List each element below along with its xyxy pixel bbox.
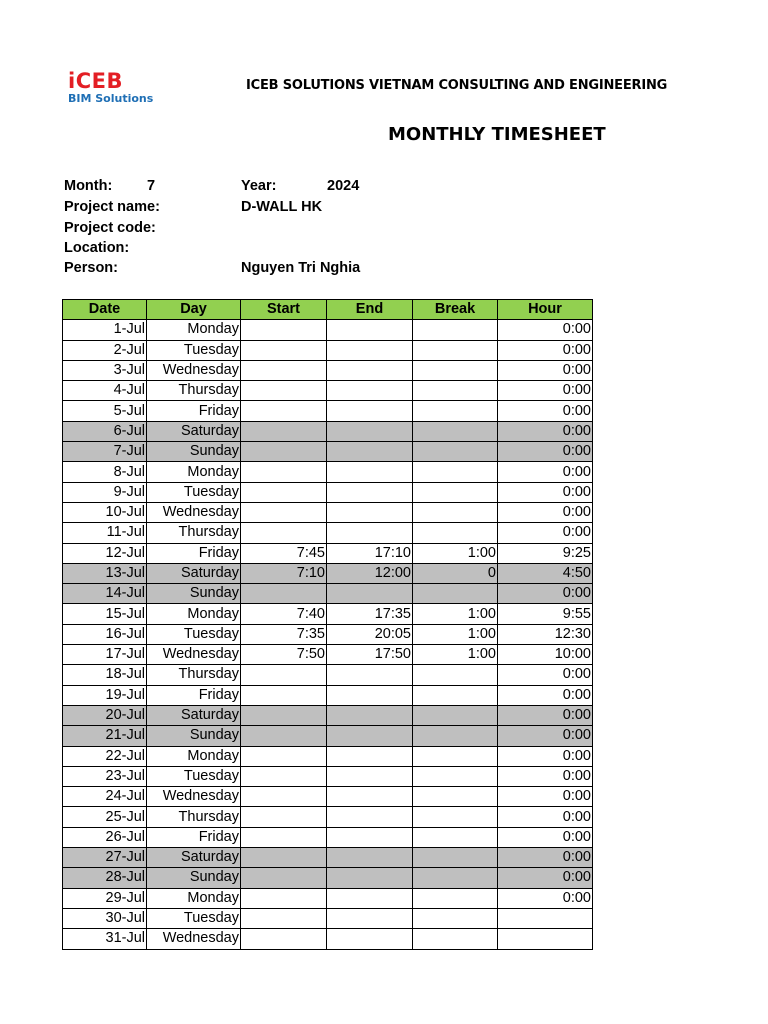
day-cell[interactable]: Tuesday	[147, 482, 241, 502]
start-cell[interactable]	[241, 746, 327, 766]
start-cell[interactable]: 7:10	[241, 563, 327, 583]
end-cell[interactable]	[327, 766, 413, 786]
table-row	[63, 685, 593, 705]
start-cell[interactable]	[241, 766, 327, 786]
hour-cell[interactable]: 0:00	[498, 827, 593, 847]
hour-cell[interactable]: 10:00	[498, 645, 593, 665]
date-cell[interactable]: 17-Jul	[63, 645, 147, 665]
break-cell[interactable]	[413, 746, 498, 766]
date-cell[interactable]: 7-Jul	[63, 442, 147, 462]
hour-cell[interactable]: 0:00	[498, 462, 593, 482]
day-cell[interactable]: Monday	[147, 462, 241, 482]
header-start: Start	[241, 300, 327, 320]
hour-cell[interactable]: 0:00	[498, 340, 593, 360]
day-cell[interactable]: Friday	[147, 685, 241, 705]
header-date: Date	[63, 300, 147, 320]
start-cell[interactable]	[241, 523, 327, 543]
table-row	[63, 563, 593, 583]
day-cell[interactable]: Wednesday	[147, 360, 241, 380]
start-cell[interactable]	[241, 705, 327, 725]
day-cell[interactable]: Wednesday	[147, 502, 241, 522]
start-cell[interactable]	[241, 381, 327, 401]
break-cell[interactable]: 1:00	[413, 543, 498, 563]
header-break: Break	[413, 300, 498, 320]
break-cell[interactable]	[413, 340, 498, 360]
hour-cell[interactable]: 0:00	[498, 421, 593, 441]
date-cell[interactable]: 16-Jul	[63, 624, 147, 644]
end-cell[interactable]	[327, 848, 413, 868]
day-cell[interactable]: Tuesday	[147, 908, 241, 928]
end-cell[interactable]	[327, 888, 413, 908]
date-cell[interactable]: 14-Jul	[63, 584, 147, 604]
hour-cell[interactable]: 0:00	[498, 685, 593, 705]
end-cell[interactable]	[327, 360, 413, 380]
table-row	[63, 340, 593, 360]
start-cell[interactable]: 7:40	[241, 604, 327, 624]
table-row	[63, 766, 593, 786]
date-cell[interactable]: 15-Jul	[63, 604, 147, 624]
start-cell[interactable]	[241, 726, 327, 746]
end-cell[interactable]	[327, 705, 413, 725]
date-cell[interactable]: 12-Jul	[63, 543, 147, 563]
hour-cell[interactable]: 4:50	[498, 563, 593, 583]
year-value: 2024	[327, 178, 360, 194]
end-cell[interactable]	[327, 421, 413, 441]
break-cell[interactable]	[413, 665, 498, 685]
end-cell[interactable]	[327, 381, 413, 401]
date-cell[interactable]: 3-Jul	[63, 360, 147, 380]
end-cell[interactable]: 17:35	[327, 604, 413, 624]
hour-cell[interactable]: 9:55	[498, 604, 593, 624]
day-cell[interactable]: Thursday	[147, 381, 241, 401]
table-row	[63, 726, 593, 746]
end-cell[interactable]	[327, 320, 413, 340]
company-logo	[68, 70, 153, 105]
break-cell[interactable]	[413, 848, 498, 868]
table-row	[63, 868, 593, 888]
date-cell[interactable]: 18-Jul	[63, 665, 147, 685]
table-row	[63, 401, 593, 421]
end-cell[interactable]	[327, 908, 413, 928]
end-cell[interactable]: 20:05	[327, 624, 413, 644]
table-row	[63, 827, 593, 847]
day-cell[interactable]: Tuesday	[147, 340, 241, 360]
date-cell[interactable]: 2-Jul	[63, 340, 147, 360]
hour-cell[interactable]: 0:00	[498, 726, 593, 746]
hour-cell[interactable]: 0:00	[498, 320, 593, 340]
start-cell[interactable]	[241, 908, 327, 928]
start-cell[interactable]	[241, 442, 327, 462]
day-cell[interactable]: Saturday	[147, 705, 241, 725]
end-cell[interactable]	[327, 685, 413, 705]
end-cell[interactable]	[327, 482, 413, 502]
date-cell[interactable]: 10-Jul	[63, 502, 147, 522]
hour-cell[interactable]: 0:00	[498, 868, 593, 888]
end-cell[interactable]	[327, 584, 413, 604]
date-cell[interactable]: 19-Jul	[63, 685, 147, 705]
hour-cell[interactable]: 0:00	[498, 523, 593, 543]
person-label: Person:	[64, 260, 118, 276]
start-cell[interactable]	[241, 340, 327, 360]
day-cell[interactable]: Wednesday	[147, 787, 241, 807]
start-cell[interactable]	[241, 584, 327, 604]
hour-cell[interactable]: 0:00	[498, 848, 593, 868]
start-cell[interactable]	[241, 868, 327, 888]
break-cell[interactable]	[413, 929, 498, 949]
break-cell[interactable]	[413, 726, 498, 746]
table-row	[63, 645, 593, 665]
table-row	[63, 848, 593, 868]
hour-cell[interactable]: 0:00	[498, 442, 593, 462]
date-cell[interactable]: 1-Jul	[63, 320, 147, 340]
hour-cell[interactable]: 0:00	[498, 482, 593, 502]
table-row	[63, 421, 593, 441]
start-cell[interactable]	[241, 665, 327, 685]
hour-cell[interactable]: 0:00	[498, 746, 593, 766]
break-cell[interactable]: 0	[413, 563, 498, 583]
start-cell[interactable]	[241, 685, 327, 705]
date-cell[interactable]: 6-Jul	[63, 421, 147, 441]
end-cell[interactable]	[327, 726, 413, 746]
table-row	[63, 705, 593, 725]
date-cell[interactable]: 22-Jul	[63, 746, 147, 766]
day-cell[interactable]: Wednesday	[147, 645, 241, 665]
day-cell[interactable]: Saturday	[147, 848, 241, 868]
start-cell[interactable]: 7:50	[241, 645, 327, 665]
date-cell[interactable]: 8-Jul	[63, 462, 147, 482]
date-cell[interactable]: 9-Jul	[63, 482, 147, 502]
hour-cell[interactable]: 0:00	[498, 705, 593, 725]
break-cell[interactable]	[413, 320, 498, 340]
break-cell[interactable]: 1:00	[413, 604, 498, 624]
end-cell[interactable]: 17:10	[327, 543, 413, 563]
hour-cell[interactable]: 0:00	[498, 787, 593, 807]
day-cell[interactable]: Wednesday	[147, 929, 241, 949]
start-cell[interactable]	[241, 848, 327, 868]
table-row	[63, 543, 593, 563]
end-cell[interactable]	[327, 929, 413, 949]
hour-cell[interactable]: 0:00	[498, 665, 593, 685]
table-row	[63, 807, 593, 827]
table-row	[63, 929, 593, 949]
day-cell[interactable]: Saturday	[147, 563, 241, 583]
day-cell[interactable]: Monday	[147, 320, 241, 340]
break-cell[interactable]	[413, 482, 498, 502]
hour-cell[interactable]	[498, 908, 593, 928]
date-cell[interactable]: 25-Jul	[63, 807, 147, 827]
start-cell[interactable]: 7:35	[241, 624, 327, 644]
table-row	[63, 502, 593, 522]
day-cell[interactable]: Monday	[147, 746, 241, 766]
break-cell[interactable]	[413, 401, 498, 421]
day-cell[interactable]: Saturday	[147, 421, 241, 441]
end-cell[interactable]	[327, 462, 413, 482]
date-cell[interactable]: 26-Jul	[63, 827, 147, 847]
location-label: Location:	[64, 240, 130, 256]
start-cell[interactable]	[241, 320, 327, 340]
break-cell[interactable]	[413, 584, 498, 604]
date-cell[interactable]: 11-Jul	[63, 523, 147, 543]
header-end: End	[327, 300, 413, 320]
day-cell[interactable]: Friday	[147, 827, 241, 847]
day-cell[interactable]: Sunday	[147, 442, 241, 462]
break-cell[interactable]: 1:00	[413, 624, 498, 644]
date-cell[interactable]: 4-Jul	[63, 381, 147, 401]
date-cell[interactable]: 13-Jul	[63, 563, 147, 583]
hour-cell[interactable]: 0:00	[498, 584, 593, 604]
hour-cell[interactable]: 0:00	[498, 807, 593, 827]
day-cell[interactable]: Sunday	[147, 868, 241, 888]
break-cell[interactable]	[413, 502, 498, 522]
end-cell[interactable]: 12:00	[327, 563, 413, 583]
end-cell[interactable]	[327, 868, 413, 888]
start-cell[interactable]: 7:45	[241, 543, 327, 563]
timesheet-table	[62, 299, 593, 950]
break-cell[interactable]	[413, 381, 498, 401]
break-cell[interactable]: 1:00	[413, 645, 498, 665]
page-title: MONTHLY TIMESHEET	[388, 124, 606, 145]
start-cell[interactable]	[241, 401, 327, 421]
table-row	[63, 604, 593, 624]
end-cell[interactable]	[327, 502, 413, 522]
end-cell[interactable]	[327, 807, 413, 827]
end-cell[interactable]	[327, 827, 413, 847]
hour-cell[interactable]: 12:30	[498, 624, 593, 644]
hour-cell[interactable]: 0:00	[498, 502, 593, 522]
company-name: ICEB SOLUTIONS VIETNAM CONSULTING AND ENGINEERING	[246, 78, 668, 93]
start-cell[interactable]	[241, 929, 327, 949]
break-cell[interactable]	[413, 523, 498, 543]
hour-cell[interactable]	[498, 929, 593, 949]
day-cell[interactable]: Sunday	[147, 726, 241, 746]
start-cell[interactable]	[241, 482, 327, 502]
break-cell[interactable]	[413, 787, 498, 807]
year-label: Year:	[241, 178, 277, 194]
table-row	[63, 462, 593, 482]
start-cell[interactable]	[241, 462, 327, 482]
start-cell[interactable]	[241, 827, 327, 847]
start-cell[interactable]	[241, 421, 327, 441]
table-row	[63, 320, 593, 340]
day-cell[interactable]: Sunday	[147, 584, 241, 604]
table-row	[63, 482, 593, 502]
hour-cell[interactable]: 0:00	[498, 888, 593, 908]
break-cell[interactable]	[413, 807, 498, 827]
date-cell[interactable]: 5-Jul	[63, 401, 147, 421]
end-cell[interactable]	[327, 442, 413, 462]
start-cell[interactable]	[241, 807, 327, 827]
hour-cell[interactable]: 0:00	[498, 766, 593, 786]
start-cell[interactable]	[241, 787, 327, 807]
table-row	[63, 584, 593, 604]
month-value: 7	[147, 178, 156, 194]
project-code-label: Project code:	[64, 220, 156, 236]
date-cell[interactable]: 21-Jul	[63, 726, 147, 746]
day-cell[interactable]: Tuesday	[147, 766, 241, 786]
day-cell[interactable]: Monday	[147, 888, 241, 908]
month-label: Month:	[64, 178, 113, 194]
break-cell[interactable]	[413, 705, 498, 725]
table-row	[63, 888, 593, 908]
table-row	[63, 381, 593, 401]
break-cell[interactable]	[413, 442, 498, 462]
hour-cell[interactable]: 9:25	[498, 543, 593, 563]
hour-cell[interactable]: 0:00	[498, 401, 593, 421]
break-cell[interactable]	[413, 462, 498, 482]
date-cell[interactable]: 31-Jul	[63, 929, 147, 949]
end-cell[interactable]	[327, 340, 413, 360]
end-cell[interactable]	[327, 665, 413, 685]
break-cell[interactable]	[413, 908, 498, 928]
table-row	[63, 665, 593, 685]
hour-cell[interactable]: 0:00	[498, 381, 593, 401]
table-row	[63, 360, 593, 380]
table-row	[63, 908, 593, 928]
break-cell[interactable]	[413, 421, 498, 441]
header-hour: Hour	[498, 300, 593, 320]
date-cell[interactable]: 28-Jul	[63, 868, 147, 888]
day-cell[interactable]: Thursday	[147, 807, 241, 827]
break-cell[interactable]	[413, 827, 498, 847]
date-cell[interactable]: 29-Jul	[63, 888, 147, 908]
day-cell[interactable]: Tuesday	[147, 624, 241, 644]
start-cell[interactable]	[241, 888, 327, 908]
break-cell[interactable]	[413, 685, 498, 705]
day-cell[interactable]: Friday	[147, 543, 241, 563]
project-name-value: D-WALL HK	[241, 199, 323, 215]
hour-cell[interactable]: 0:00	[498, 360, 593, 380]
date-cell[interactable]: 23-Jul	[63, 766, 147, 786]
break-cell[interactable]	[413, 766, 498, 786]
logo-wordmark: iCEB	[68, 69, 123, 93]
end-cell[interactable]	[327, 787, 413, 807]
end-cell[interactable]	[327, 746, 413, 766]
break-cell[interactable]	[413, 868, 498, 888]
start-cell[interactable]	[241, 360, 327, 380]
date-cell[interactable]: 30-Jul	[63, 908, 147, 928]
date-cell[interactable]: 27-Jul	[63, 848, 147, 868]
date-cell[interactable]: 24-Jul	[63, 787, 147, 807]
break-cell[interactable]	[413, 360, 498, 380]
end-cell[interactable]: 17:50	[327, 645, 413, 665]
person-value: Nguyen Tri Nghia	[241, 260, 361, 276]
day-cell[interactable]: Thursday	[147, 665, 241, 685]
start-cell[interactable]	[241, 502, 327, 522]
table-header-row	[63, 300, 593, 320]
logo-tagline: BIM Solutions	[68, 92, 154, 105]
break-cell[interactable]	[413, 888, 498, 908]
table-row	[63, 746, 593, 766]
day-cell[interactable]: Thursday	[147, 523, 241, 543]
end-cell[interactable]	[327, 523, 413, 543]
project-name-label: Project name:	[64, 199, 160, 215]
day-cell[interactable]: Friday	[147, 401, 241, 421]
date-cell[interactable]: 20-Jul	[63, 705, 147, 725]
header-day: Day	[147, 300, 241, 320]
table-row	[63, 442, 593, 462]
table-row	[63, 523, 593, 543]
table-row	[63, 624, 593, 644]
day-cell[interactable]: Monday	[147, 604, 241, 624]
end-cell[interactable]	[327, 401, 413, 421]
table-row	[63, 787, 593, 807]
